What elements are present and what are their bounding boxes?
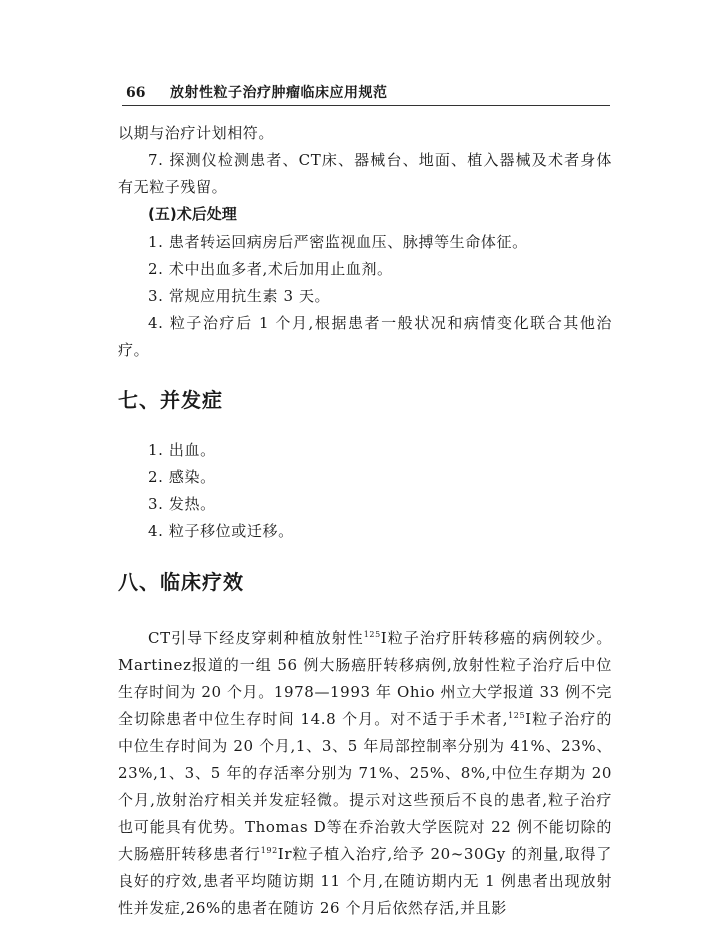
efficacy-text-d: Ir粒子植入治疗,给予 20~30Gy 的剂量,取得了良好的疗效,患者平均随访期 11 个月,在随访期内无 1 例患者出现放射性并发症,26%的患者在随访 26 个月后依然存活,并且影: [118, 845, 612, 917]
isotope-superscript-3: 192: [260, 846, 278, 855]
step-7-text: 7. 探测仪检测患者、CT床、器械台、地面、植入器械及术者身体有无粒子残留。: [118, 151, 612, 196]
postop-heading: (五)术后处理: [148, 205, 237, 223]
complication-item-3: 3. 发热。: [148, 495, 216, 513]
efficacy-paragraph: [118, 625, 612, 922]
complication-item-1: 1. 出血。: [148, 441, 216, 459]
postop-item-2: 2. 术中出血多者,术后加用止血剂。: [148, 260, 393, 278]
postop-item-3: 3. 常规应用抗生素 3 天。: [148, 287, 331, 305]
continuation-text: 以期与治疗计划相符。: [118, 124, 275, 142]
page-number: 66: [126, 85, 146, 101]
efficacy-text-a: CT引导下经皮穿刺种植放射性: [148, 629, 364, 647]
book-title: 放射性粒子治疗肿瘤临床应用规范: [170, 85, 388, 101]
efficacy-text-b: I粒子治疗肝转移癌的病例较少。Martinez报道的一组 56 例大肠癌肝转移病例,放射性粒子治疗后中位生存时间为 20 个月。1978—1993 年 Ohio 州立大学报道 33 例不完全切除患者中位生存时间 14.8 个月。对不适于手术者,: [118, 629, 612, 728]
isotope-superscript-2: 125: [508, 711, 526, 720]
efficacy-heading: 八、临床疗效: [118, 570, 244, 594]
complication-item-4: 4. 粒子移位或迁移。: [148, 522, 294, 540]
postop-item-4: 4. 粒子治疗后 1 个月,根据患者一般状况和病情变化联合其他治疗。: [118, 314, 612, 359]
complications-heading: 七、并发症: [118, 388, 223, 412]
header-rule: [122, 105, 610, 106]
isotope-superscript-1: 125: [363, 630, 381, 639]
efficacy-text-c: I粒子治疗的中位生存时间为 20 个月,1、3、5 年局部控制率分别为 41%、23%、23%,1、3、5 年的存活率分别为 71%、25%、8%,中位生存期为 20 个月,放射治疗相关并发症轻微。提示对这些预后不良的患者,粒子治疗也可能具有优势。Thomas D等在乔治敦大学医院对 22 例不能切除的大肠癌肝转移患者行: [118, 710, 612, 863]
running-header: [122, 82, 610, 104]
complication-item-2: 2. 感染。: [148, 468, 216, 486]
postop-item-1: 1. 患者转运回病房后严密监视血压、脉搏等生命体征。: [148, 233, 528, 251]
